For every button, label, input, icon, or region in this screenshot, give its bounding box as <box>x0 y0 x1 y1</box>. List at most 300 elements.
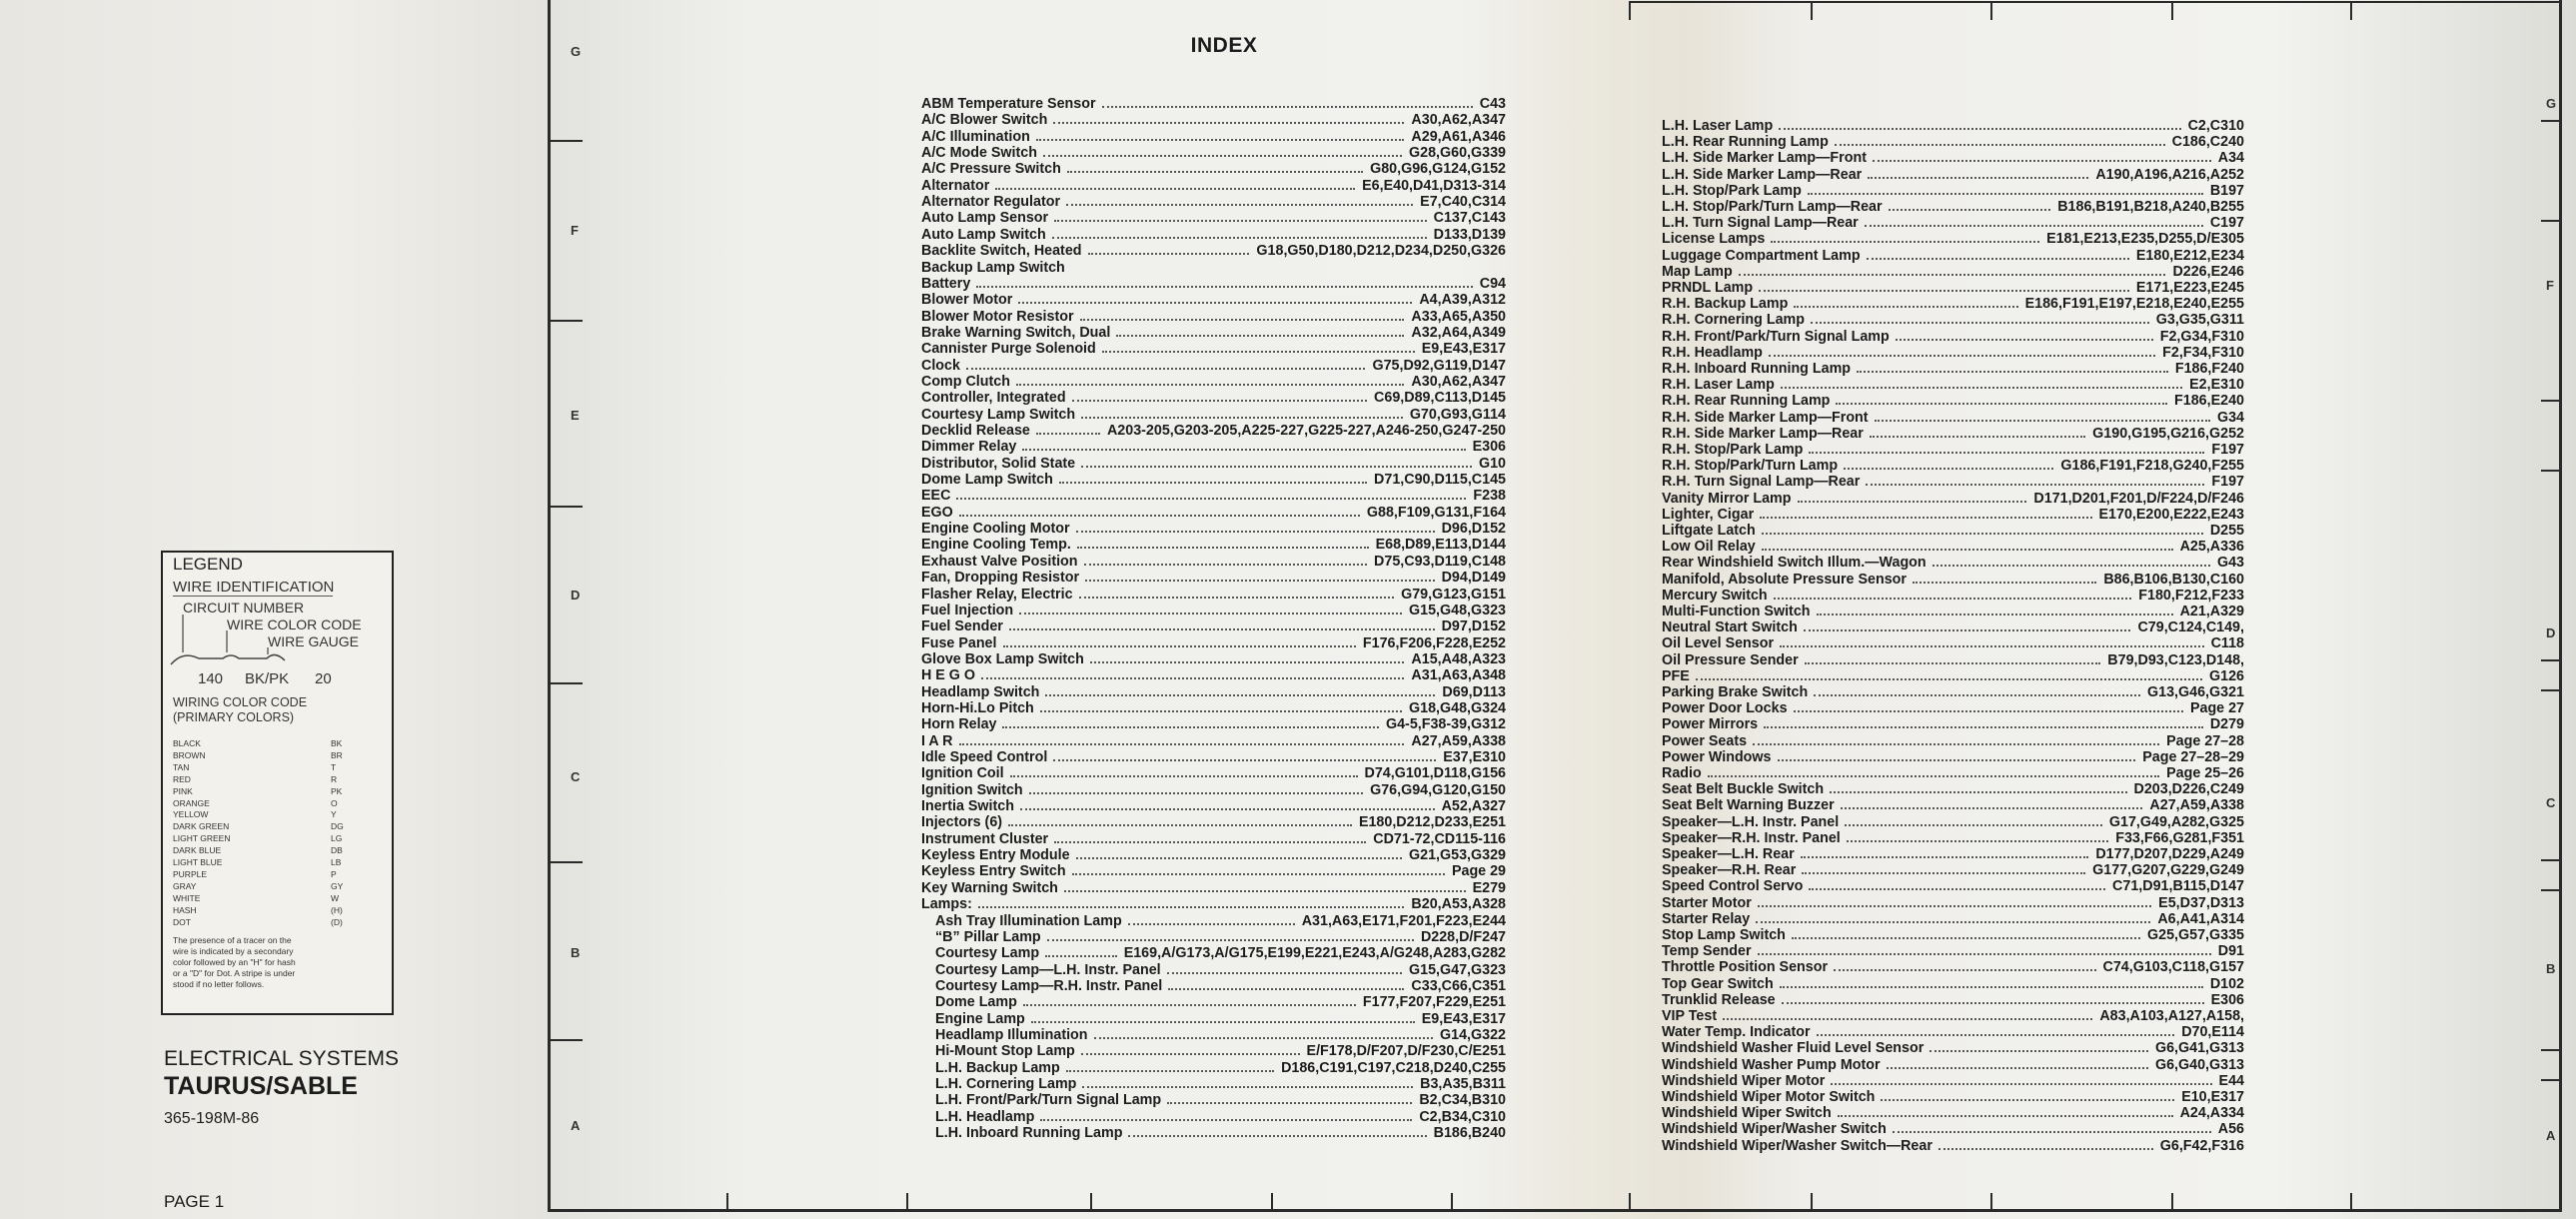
index-entry-pages: D255 <box>2209 523 2244 539</box>
index-entry-name: Distributor, Solid State <box>921 455 1076 472</box>
index-entry-name: Ash Tray Illumination Lamp <box>935 912 1122 929</box>
index-entry-name: R.H. Headlamp <box>1662 344 1763 361</box>
frame-tick <box>2541 470 2559 472</box>
index-entry-leader <box>1780 645 2204 647</box>
index-entry <box>921 749 1506 765</box>
index-entry-pages: E180,E212,E234 <box>2135 247 2244 264</box>
index-entry <box>1662 410 2244 426</box>
index-entry <box>921 651 1506 667</box>
index-entry-name: Flasher Relay, Electric <box>921 586 1073 603</box>
index-entry <box>1662 911 2244 927</box>
index-entry <box>935 1076 1506 1092</box>
index-entry <box>921 667 1506 683</box>
zone-letter: F <box>2546 278 2554 293</box>
index-entry-pages: G15,G47,G323 <box>1409 961 1506 978</box>
index-entry <box>1662 1040 2244 1056</box>
index-entry-name: Dome Lamp <box>935 994 1017 1011</box>
index-entry <box>935 945 1506 961</box>
index-entry-leader <box>1076 531 1435 533</box>
index-entry-name: A/C Illumination <box>921 128 1030 145</box>
index-entry-name: Comp Clutch <box>921 373 1010 390</box>
index-entry <box>921 178 1506 194</box>
index-entry <box>921 570 1506 586</box>
index-entry <box>921 700 1506 716</box>
index-entry-pages: A52,A327 <box>1441 798 1506 815</box>
index-entry-pages: G6,F42,F316 <box>2159 1137 2244 1154</box>
index-entry-pages: G76,G94,G120,G150 <box>1370 781 1506 798</box>
index-entry-name: EEC <box>921 488 951 505</box>
index-entry-name: Courtesy Lamp—R.H. Instr. Panel <box>935 977 1163 994</box>
index-entry-name: Speed Control Servo <box>1662 878 1804 895</box>
index-entry-pages: D228,D/F247 <box>1420 928 1506 945</box>
index-entry-name: Ignition Switch <box>921 781 1023 798</box>
index-entry-pages: E279 <box>1472 879 1506 896</box>
index-entry-name: Alternator <box>921 177 990 194</box>
index-entry-leader <box>1804 629 2131 631</box>
index-entry-name: Water Temp. Indicator <box>1662 1024 1811 1041</box>
frame-tick <box>2541 220 2559 222</box>
index-entry-name: Luggage Compartment Lamp <box>1662 247 1861 264</box>
index-entry-pages: A30,A62,A347 <box>1411 373 1506 390</box>
index-entry-name: R.H. Stop/Park Lamp <box>1662 442 1804 458</box>
index-entry-pages: Page 25–26 <box>2166 765 2244 781</box>
index-entry-pages: E5,D37,D313 <box>2158 894 2244 911</box>
legend-color-code: LB <box>331 857 342 867</box>
index-entry-name: R.H. Inboard Running Lamp <box>1662 361 1852 377</box>
zone-letter: B <box>2546 961 2556 976</box>
index-entry-pages: G190,G195,G216,G252 <box>2092 425 2244 442</box>
index-entry <box>1662 231 2244 247</box>
index-entry-pages: G6,G40,G313 <box>2154 1056 2244 1073</box>
index-entry <box>1662 280 2244 296</box>
index-entry-name: L.H. Backup Lamp <box>935 1059 1060 1076</box>
index-entry-leader <box>1887 1067 2148 1069</box>
zone-letter: E <box>571 408 580 423</box>
frame-tick <box>2541 889 2559 891</box>
index-entry-pages: G4-5,F38-39,G312 <box>1385 716 1506 733</box>
index-entry <box>1662 1138 2244 1154</box>
index-entry <box>1662 765 2244 781</box>
index-entry-name: I A R <box>921 732 953 749</box>
index-entry-leader <box>1870 436 2085 438</box>
index-entry-pages: G28,G60,G339 <box>1409 145 1506 162</box>
index-entry-pages: F2,F34,F310 <box>2162 344 2244 361</box>
index-entry <box>1662 555 2244 571</box>
index-entry <box>921 618 1506 634</box>
index-entry-name: Rear Windshield Switch Illum.—Wagon <box>1662 555 1927 572</box>
index-entry-leader <box>1723 1018 2092 1020</box>
index-entry-name: Liftgate Latch <box>1662 523 1756 539</box>
index-entry-pages: F197 <box>2211 474 2244 491</box>
index-entry <box>921 831 1506 847</box>
index-entry-name: Speaker—R.H. Instr. Panel <box>1662 829 1841 846</box>
index-entry <box>1662 797 2244 813</box>
index-entry-leader <box>1817 613 2173 615</box>
index-entry <box>921 798 1506 814</box>
legend-circuit-number: CIRCUIT NUMBER <box>183 600 305 615</box>
index-entry-leader <box>1802 872 2085 874</box>
index-entry-pages: G13,G46,G321 <box>2147 684 2244 700</box>
legend-note: The presence of a tracer on the wire is indicated by a secondary color followed by an "H" for hash or a "D" for Dot. A stripe is under stood if no letter follows. <box>173 935 296 989</box>
index-entry-pages: F33,F66,G281,F351 <box>2115 829 2244 846</box>
index-entry <box>921 129 1506 145</box>
index-entry-name: R.H. Side Marker Lamp—Front <box>1662 409 1869 426</box>
index-entry <box>1662 1089 2244 1105</box>
index-entry-pages: D102 <box>2209 975 2244 992</box>
index-entry-name: Horn-Hi.Lo Pitch <box>921 699 1034 716</box>
index-entry-leader <box>1054 841 1366 843</box>
index-entry-pages: G88,F109,G131,F164 <box>1366 504 1506 521</box>
index-entry-name: Instrument Cluster <box>921 830 1049 847</box>
index-entry-name: Fuel Injection <box>921 602 1014 618</box>
legend-color-code-title: WIRING COLOR CODE <box>173 695 308 709</box>
index-entry-name: Power Windows <box>1662 748 1772 765</box>
index-entry-pages: G186,F191,F218,G240,F255 <box>2060 458 2244 475</box>
index-entry <box>1662 684 2244 700</box>
index-entry-pages: E171,E223,E245 <box>2135 280 2244 296</box>
index-entry <box>921 537 1506 553</box>
index-entry <box>921 587 1506 603</box>
index-entry-pages: G70,G93,G114 <box>1409 406 1506 423</box>
index-entry-leader <box>1009 628 1435 630</box>
index-entry <box>1662 959 2244 975</box>
index-entry-leader <box>1781 387 2182 389</box>
index-entry-pages: G18,G50,D180,D212,D234,D250,G326 <box>1256 243 1506 260</box>
index-entry-name: Lighter, Cigar <box>1662 506 1755 523</box>
index-entry-leader <box>1066 1070 1274 1072</box>
index-entry <box>1662 1105 2244 1121</box>
index-entry-leader <box>1814 694 2140 696</box>
index-entry <box>1662 458 2244 474</box>
zone-letter: A <box>571 1118 581 1133</box>
index-entry-name: L.H. Laser Lamp <box>1662 118 1774 134</box>
index-entry <box>1662 619 2244 635</box>
index-entry-leader <box>1762 533 2203 535</box>
index-entry-leader <box>1753 743 2159 745</box>
index-entry-pages: D97,D152 <box>1441 618 1506 635</box>
index-entry-leader <box>1003 645 1356 647</box>
index-entry-pages: A27,A59,A338 <box>1411 732 1506 749</box>
index-entry-pages: F197 <box>2211 442 2244 458</box>
index-entry-name: Low Oil Relay <box>1662 539 1756 556</box>
index-entry-pages: CD71-72,CD115-116 <box>1373 830 1506 847</box>
index-entry-name: A/C Pressure Switch <box>921 161 1061 178</box>
frame-tick <box>2350 2 2352 20</box>
legend-underline <box>173 596 333 597</box>
legend-color-code: Y <box>331 809 337 820</box>
index-entry-name: Windshield Wiper Motor Switch <box>1662 1089 1876 1105</box>
frame-tick <box>1451 1193 1453 1210</box>
index-entry <box>1662 1073 2244 1089</box>
index-entry-leader <box>1760 517 2091 519</box>
index-entry-name: L.H. Cornering Lamp <box>935 1076 1077 1092</box>
frame-tick <box>2171 1193 2173 1210</box>
index-entry-leader <box>1866 484 2204 486</box>
index-entry <box>921 276 1506 292</box>
index-entry-pages: Page 27 <box>2189 700 2244 717</box>
index-entry-leader <box>1758 905 2151 907</box>
zone-letter: C <box>2546 795 2556 810</box>
frame-tick <box>2171 2 2173 20</box>
index-entry-name: Vanity Mirror Lamp <box>1662 490 1792 507</box>
index-entry-pages: G79,G123,G151 <box>1401 586 1506 603</box>
index-entry <box>1662 781 2244 797</box>
legend-color-code: (H) <box>331 904 343 915</box>
index-entry-leader <box>1029 792 1363 794</box>
legend-title: LEGEND <box>173 555 243 574</box>
index-entry-pages: D94,D149 <box>1441 570 1506 587</box>
legend-wire-color-code: WIRE COLOR CODE <box>227 616 362 632</box>
legend-color-name: RED <box>173 773 191 784</box>
index-entry <box>921 554 1506 570</box>
frame-tick <box>1271 1193 1273 1210</box>
legend-color-code: W <box>331 892 340 903</box>
index-entry-leader <box>1932 565 2210 567</box>
index-entry-leader <box>1031 1021 1415 1023</box>
legend-color-name: HASH <box>173 904 197 915</box>
index-entry <box>1662 442 2244 458</box>
index-entry-pages: E68,D89,E113,D144 <box>1375 537 1506 554</box>
index-entry <box>1662 878 2244 894</box>
index-entry-leader <box>1762 549 2173 551</box>
index-entry-leader <box>1838 1115 2173 1117</box>
index-entry <box>1662 733 2244 749</box>
index-entry <box>935 962 1506 978</box>
index-entry <box>1662 572 2244 588</box>
index-entry-pages: C2,B34,C310 <box>1419 1108 1506 1125</box>
index-entry-pages: D226,E246 <box>2172 263 2244 280</box>
frame-tick <box>1629 1193 1631 1210</box>
index-entry-name: Blower Motor Resistor <box>921 308 1074 325</box>
index-title: INDEX <box>1190 34 1258 57</box>
index-entry-name: Glove Box Lamp Switch <box>921 650 1084 667</box>
index-entry-pages: E37,E310 <box>1443 749 1506 765</box>
frame-top-border <box>1629 1 2559 3</box>
index-entry-leader <box>1769 355 2155 357</box>
index-entry <box>1662 830 2244 846</box>
index-entry-name: Alternator Regulator <box>921 194 1061 211</box>
index-entry-leader <box>1019 612 1402 614</box>
index-entry-leader <box>1053 759 1436 761</box>
index-entry-name: Multi-Function Switch <box>1662 604 1811 619</box>
index-entry <box>935 1027 1506 1043</box>
index-entry-pages: B79,D93,C123,D148, <box>2107 651 2244 668</box>
index-entry <box>1662 846 2244 862</box>
index-entry-leader <box>1809 888 2105 890</box>
index-entry-pages: E7,C40,C314 <box>1420 194 1506 211</box>
index-entry-leader <box>1798 501 2027 503</box>
legend-color-name: WHITE <box>173 892 201 903</box>
index-entry-name: L.H. Front/Park/Turn Signal Lamp <box>935 1092 1162 1109</box>
legend-color-name: YELLOW <box>173 809 209 820</box>
index-entry-name: Windshield Wiper/Washer Switch—Rear <box>1662 1137 1932 1154</box>
index-entry-name: Exhaust Valve Position <box>921 553 1078 570</box>
index-entry <box>1662 895 2244 911</box>
frame-tick <box>2350 1193 2352 1210</box>
index-entry <box>921 521 1506 537</box>
index-entry <box>921 407 1506 423</box>
zone-letter: D <box>2546 625 2556 640</box>
index-entry <box>921 765 1506 781</box>
index-entry-pages: E186,F191,E197,E218,E240,E255 <box>2024 296 2244 313</box>
legend-color-code: LG <box>331 833 343 844</box>
index-entry-leader <box>1836 403 2167 405</box>
index-entry-pages: A34 <box>2217 150 2244 167</box>
index-entry <box>921 96 1506 112</box>
index-entry-leader <box>981 677 1404 679</box>
index-entry-leader <box>1018 302 1412 304</box>
index-entry-name: Auto Lamp Switch <box>921 226 1046 243</box>
index-entry-leader <box>1759 290 2129 292</box>
legend-color-code: O <box>331 797 338 808</box>
frame-right-border <box>2559 0 2562 1211</box>
index-entry-leader <box>1076 857 1402 859</box>
index-entry-pages: G18,G48,G324 <box>1409 699 1506 716</box>
index-entry-pages: D203,D226,C249 <box>2133 781 2244 798</box>
frame-tick <box>2541 1049 2559 1051</box>
index-entry-pages: E9,E43,E317 <box>1421 341 1506 358</box>
frame-tick <box>1090 1193 1092 1210</box>
index-entry-name: Power Door Locks <box>1662 700 1788 717</box>
index-entry-pages: F186,F240 <box>2174 361 2244 377</box>
zone-letter: F <box>571 223 579 238</box>
index-entry <box>921 325 1506 341</box>
index-entry-name: Injectors (6) <box>921 814 1003 831</box>
index-entry-leader <box>1016 384 1404 386</box>
index-entry-name: “B” Pillar Lamp <box>935 928 1041 945</box>
frame-tick <box>551 1039 583 1041</box>
index-entry-pages: A21,A329 <box>2179 604 2244 619</box>
index-entry-leader <box>1893 1131 2211 1133</box>
frame-tick <box>726 1193 728 1210</box>
index-entry-name: Windshield Washer Pump Motor <box>1662 1056 1881 1073</box>
zone-letter: C <box>571 769 581 784</box>
index-entry <box>921 341 1506 357</box>
index-entry <box>1662 716 2244 732</box>
index-entry <box>1662 1057 2244 1073</box>
index-entry-name: R.H. Cornering Lamp <box>1662 312 1805 329</box>
index-entry-pages: A56 <box>2217 1121 2244 1138</box>
index-entry-pages: E6,E40,D41,D313-314 <box>1362 177 1506 194</box>
index-entry-name: L.H. Inboard Running Lamp <box>935 1125 1123 1142</box>
index-entry-pages: Page 27–28 <box>2166 732 2244 749</box>
index-entry <box>921 716 1506 732</box>
index-entry-pages: C186,C240 <box>2171 134 2244 151</box>
index-entry-leader <box>959 515 1360 517</box>
index-entry-name: Engine Cooling Temp. <box>921 537 1071 554</box>
index-entry-pages: D279 <box>2209 716 2244 733</box>
index-entry-name: VIP Test <box>1662 1008 1718 1024</box>
index-entry <box>935 1060 1506 1076</box>
index-entry-pages: E180,D212,D233,E251 <box>1358 814 1506 831</box>
index-entry-pages: A25,A336 <box>2179 539 2244 556</box>
index-entry-name: A/C Mode Switch <box>921 145 1037 162</box>
index-entry <box>921 390 1506 406</box>
index-entry-leader <box>956 498 1466 500</box>
index-entry <box>921 260 1506 276</box>
index-entry-pages: G34 <box>2216 409 2244 426</box>
index-entry <box>1662 668 2244 684</box>
index-entry-leader <box>1774 598 2132 600</box>
index-entry-name: Engine Lamp <box>935 1010 1025 1027</box>
index-entry-pages: G126 <box>2209 667 2244 684</box>
frame-tick <box>2541 689 2559 691</box>
index-entry <box>921 814 1506 830</box>
index-entry-leader <box>995 188 1355 190</box>
index-entry-leader <box>1868 177 2088 179</box>
index-entry-pages: C74,G103,C118,G157 <box>2102 959 2244 976</box>
index-entry <box>1662 474 2244 490</box>
index-entry-leader <box>978 906 1405 908</box>
index-entry <box>1662 134 2244 150</box>
index-entry-name: Speaker—L.H. Rear <box>1662 846 1795 862</box>
legend-example-color: BK/PK <box>245 670 290 687</box>
index-entry-name: Lamps: <box>921 896 972 913</box>
index-entry <box>1662 523 2244 539</box>
index-entry-name: Horn Relay <box>921 716 997 733</box>
index-entry <box>935 978 1506 994</box>
index-entry-pages: G21,G53,G329 <box>1409 847 1506 864</box>
index-entry-name: R.H. Front/Park/Turn Signal Lamp <box>1662 328 1890 345</box>
index-entry-name: Map Lamp <box>1662 263 1733 280</box>
index-entry-leader <box>1059 482 1367 484</box>
index-entry-name: Engine Cooling Motor <box>921 521 1070 538</box>
frame-tick <box>551 506 583 508</box>
legend-color-code: (D) <box>331 916 343 927</box>
index-entry-leader <box>1002 726 1379 728</box>
index-entry-pages: A83,A103,A127,A158, <box>2099 1008 2244 1024</box>
index-entry-name: Starter Relay <box>1662 910 1751 927</box>
index-entry-pages: C137,C143 <box>1433 210 1506 227</box>
index-entry <box>935 1109 1506 1125</box>
index-entry-pages: G3,G35,G311 <box>2155 312 2244 329</box>
index-entry-name: Starter Motor <box>1662 894 1752 911</box>
index-entry-pages: C2,C310 <box>2187 118 2244 134</box>
index-entry <box>1662 215 2244 231</box>
frame-bottom-border <box>548 1209 2562 1212</box>
index-entry-name: License Lamps <box>1662 231 1766 248</box>
legend-color-code: DB <box>331 845 343 856</box>
index-entry-name: PFE <box>1662 667 1690 684</box>
title-line-1: ELECTRICAL SYSTEMS <box>164 1047 399 1070</box>
index-entry <box>921 439 1506 455</box>
legend-color-name: BROWN <box>173 749 206 760</box>
index-entry-pages: E2,E310 <box>2189 377 2244 394</box>
index-entry-name: L.H. Headlamp <box>935 1108 1035 1125</box>
index-entry-pages: E/F178,D/F207,D/F230,C/E251 <box>1306 1043 1506 1060</box>
index-entry-pages: E9,E43,E317 <box>1421 1010 1506 1027</box>
index-entry-leader <box>1084 564 1368 566</box>
index-entry <box>1662 361 2244 377</box>
index-entry <box>921 472 1506 488</box>
index-entry-pages: C118 <box>2210 635 2244 652</box>
index-entry-pages: D70,E114 <box>2181 1024 2244 1041</box>
index-entry-leader <box>1792 937 2140 939</box>
index-entry-leader <box>1040 710 1402 712</box>
index-entry-leader <box>1938 1148 2153 1150</box>
frame-tick <box>551 861 583 863</box>
index-entry-pages: B2,C34,B310 <box>1419 1092 1506 1109</box>
index-entry-name: Seat Belt Buckle Switch <box>1662 781 1825 798</box>
index-entry-name: Idle Speed Control <box>921 749 1048 765</box>
index-entry-pages: G10 <box>1478 455 1506 472</box>
index-entry-leader <box>1040 1119 1412 1121</box>
index-entry-pages: E170,E200,E222,E243 <box>2098 506 2244 523</box>
index-entry-leader <box>1053 122 1404 124</box>
index-entry-leader <box>1022 449 1465 451</box>
index-entry <box>921 505 1506 521</box>
index-entry-leader <box>1756 921 2150 923</box>
